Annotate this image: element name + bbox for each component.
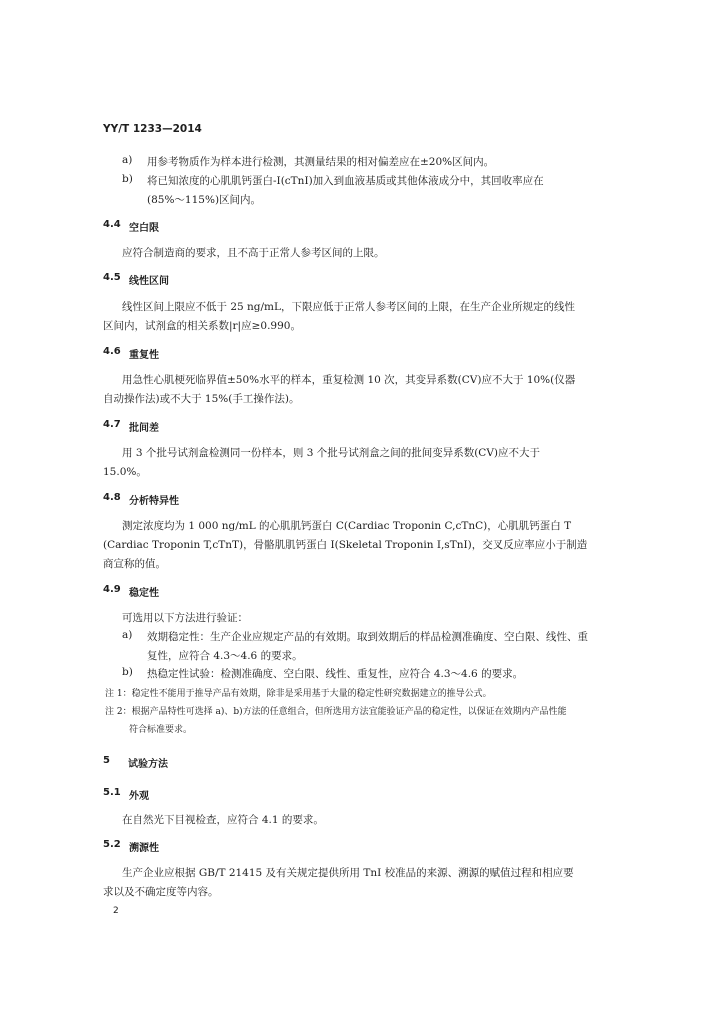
section-title: 重复性 [129,350,159,361]
section-number: 4.9 [103,584,121,595]
doc-code: YY/T 1233—2014 [103,123,202,135]
section-number: 4.6 [103,346,121,357]
list-label: a) [122,154,133,166]
list-label: b) [122,666,133,678]
list-item-text: 复性，应符合 4.3～4.6 的要求。 [147,650,303,662]
section-title: 溯源性 [129,843,159,854]
list-item-text: 热稳定性试验：检测准确度、空白限、线性、重复性，应符合 4.3～4.6 的要求。 [147,668,524,680]
paragraph-line: 可选用以下方法进行验证： [122,612,248,624]
section-number: 4.4 [103,219,121,230]
chapter-title: 试验方法 [128,759,168,770]
note-1: 注 1：稳定性不能用于推导产品有效期，除非是采用基于大量的稳定性研究数据建立的推导公式。 [105,689,492,699]
list-item-text: 用参考物质作为样本进行检测，其测量结果的相对偏差应在±20%区间内。 [147,156,495,168]
paragraph-line: 用急性心肌梗死临界值±50%水平的样本，重复检测 10 次，其变异系数(CV)应不大于 10%(仪器 [122,374,576,386]
note-2-cont: 符合标准要求。 [129,725,193,735]
section-number: 4.7 [103,419,121,430]
paragraph-line: 线性区间上限应不低于 25 ng/mL，下限应低于正常人参考区间的上限，在生产企业所规定的线性 [122,301,575,313]
section-title: 分析特异性 [129,496,179,507]
note-2: 注 2：根据产品特性可选择 a)、b)方法的任意组合，但所选用方法宜能验证产品的稳定性，以保证在效期内产品性能 [105,707,567,717]
paragraph-line: 用 3 个批号试剂盒检测同一份样本，则 3 个批号试剂盒之间的批间变异系数(CV)应不大于 [122,447,541,459]
paragraph-line: 在自然光下目视检查，应符合 4.1 的要求。 [122,814,324,826]
list-item-text: 将已知浓度的心肌肌钙蛋白-I(cTnI)加入到血液基质或其他体液成分中，其回收率应在 [147,175,544,187]
paragraph-line: 测定浓度均为 1 000 ng/mL 的心肌肌钙蛋白 C(Cardiac Troponin C,cTnC)，心肌肌钙蛋白 T [122,520,572,532]
section-number: 5.2 [103,839,121,850]
paragraph-line: 区间内，试剂盒的相关系数|r|应≥0.990。 [103,320,301,332]
section-title: 空白限 [129,223,159,234]
list-item-text: 效期稳定性：生产企业应规定产品的有效期。取到效期后的样品检测准确度、空白限、线性、重 [147,631,588,643]
paragraph-line: 自动操作法)或不大于 15%(手工操作法)。 [103,393,300,405]
section-title: 外观 [129,791,149,802]
section-title: 线性区间 [129,276,169,287]
paragraph-line: 求以及不确定度等内容。 [103,886,219,898]
section-number: 5.1 [103,787,121,798]
paragraph-line: 应符合制造商的要求，且不高于正常人参考区间的上限。 [122,247,385,259]
section-title: 批间差 [129,423,159,434]
paragraph-line: 商宣称的值。 [103,558,166,570]
list-label: b) [122,173,133,185]
chapter-number: 5 [103,755,110,766]
list-label: a) [122,629,133,641]
section-title: 稳定性 [129,588,159,599]
paragraph-line: 15.0%。 [103,466,147,478]
paragraph-line: (Cardiac Troponin T,cTnT)，骨骼肌肌钙蛋白 I(Skeletal Troponin I,sTnI)，交叉反应率应小于制造 [103,539,588,551]
section-number: 4.5 [103,272,121,283]
page-number: 2 [113,906,119,916]
section-number: 4.8 [103,492,121,503]
paragraph-line: 生产企业应根据 GB/T 21415 及有关规定提供所用 TnI 校准品的来源、溯源的赋值过程和相应要 [122,867,574,879]
list-item-text: (85%～115%)区间内。 [147,194,262,206]
